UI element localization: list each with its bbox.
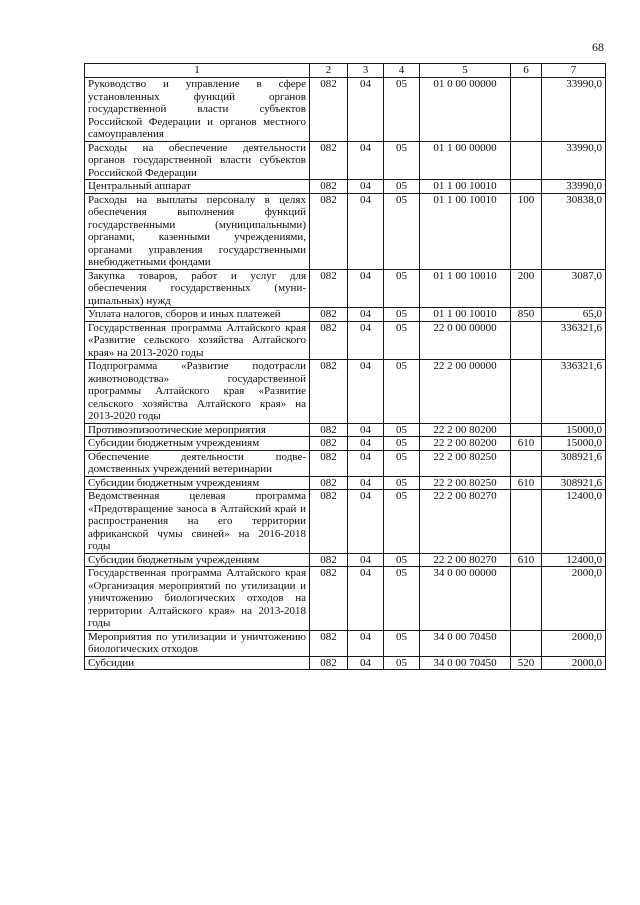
budget-table [84, 63, 606, 670]
section-code-cell: 04 [348, 437, 384, 451]
subsection-code-cell: 05 [384, 78, 420, 142]
section-code-cell: 04 [348, 321, 384, 360]
section-code-cell: 04 [348, 141, 384, 180]
header-cell: 7 [542, 64, 606, 78]
amount-cell: 15000,0 [542, 437, 606, 451]
item-name-cell: Подпрограмма «Развитие подотрасли животноводства» государственной программы Алтайского края «Развитие сельского хозяйства Алтайского края» на 2013-2020 годы [85, 360, 310, 424]
section-code-cell: 04 [348, 193, 384, 269]
header-cell: 3 [348, 64, 384, 78]
section-code-cell: 04 [348, 269, 384, 308]
ministry-code-cell: 082 [310, 553, 348, 567]
target-article-code-cell: 01 1 00 10010 [420, 308, 511, 322]
ministry-code-cell: 082 [310, 78, 348, 142]
subsection-code-cell: 05 [384, 567, 420, 631]
amount-cell: 3087,0 [542, 269, 606, 308]
table-row [85, 490, 606, 554]
expense-type-code-cell [511, 423, 542, 437]
ministry-code-cell: 082 [310, 630, 348, 656]
expense-type-code-cell: 520 [511, 656, 542, 670]
target-article-code-cell: 22 2 00 80270 [420, 490, 511, 554]
subsection-code-cell: 05 [384, 437, 420, 451]
target-article-code-cell: 34 0 00 70450 [420, 656, 511, 670]
ministry-code-cell: 082 [310, 476, 348, 490]
amount-cell: 15000,0 [542, 423, 606, 437]
table-row [85, 423, 606, 437]
ministry-code-cell: 082 [310, 308, 348, 322]
table-row [85, 450, 606, 476]
expense-type-code-cell: 850 [511, 308, 542, 322]
header-row [85, 64, 606, 78]
section-code-cell: 04 [348, 423, 384, 437]
ministry-code-cell: 082 [310, 269, 348, 308]
ministry-code-cell: 082 [310, 567, 348, 631]
amount-cell: 336321,6 [542, 321, 606, 360]
target-article-code-cell: 34 0 00 00000 [420, 567, 511, 631]
item-name-cell: Обеспечение деятельности подведомственных учреждений ветеринарии [85, 450, 310, 476]
item-name-cell: Руководство и управление в сфере установленных функций органов государственной власти субъектов Российской Федерации и органов местного самоуправления [85, 78, 310, 142]
section-code-cell: 04 [348, 360, 384, 424]
expense-type-code-cell [511, 490, 542, 554]
expense-type-code-cell [511, 450, 542, 476]
amount-cell: 33990,0 [542, 141, 606, 180]
expense-type-code-cell [511, 78, 542, 142]
amount-cell: 2000,0 [542, 567, 606, 631]
subsection-code-cell: 05 [384, 450, 420, 476]
section-code-cell: 04 [348, 567, 384, 631]
amount-cell: 65,0 [542, 308, 606, 322]
section-code-cell: 04 [348, 308, 384, 322]
table-row [85, 567, 606, 631]
table-row [85, 476, 606, 490]
subsection-code-cell: 05 [384, 656, 420, 670]
header-cell: 5 [420, 64, 511, 78]
item-name-cell: Субсидии [85, 656, 310, 670]
table-row [85, 180, 606, 194]
table-row [85, 308, 606, 322]
item-name-cell: Субсидии бюджетным учреждениям [85, 437, 310, 451]
section-code-cell: 04 [348, 490, 384, 554]
amount-cell: 308921,6 [542, 476, 606, 490]
section-code-cell: 04 [348, 450, 384, 476]
item-name-cell: Противоэпизоотические мероприятия [85, 423, 310, 437]
expense-type-code-cell [511, 567, 542, 631]
item-name-cell: Закупка товаров, работ и услуг для обеспечения государственных (муниципальных) нужд [85, 269, 310, 308]
subsection-code-cell: 05 [384, 490, 420, 554]
table-row [85, 269, 606, 308]
subsection-code-cell: 05 [384, 360, 420, 424]
item-name-cell: Субсидии бюджетным учреждениям [85, 553, 310, 567]
target-article-code-cell: 22 2 00 80250 [420, 450, 511, 476]
item-name-cell: Мероприятия по утилизации и уничтожению биологических отходов [85, 630, 310, 656]
expense-type-code-cell: 610 [511, 437, 542, 451]
ministry-code-cell: 082 [310, 423, 348, 437]
table-row [85, 193, 606, 269]
table-row [85, 437, 606, 451]
ministry-code-cell: 082 [310, 437, 348, 451]
table-row [85, 141, 606, 180]
expense-type-code-cell: 100 [511, 193, 542, 269]
expense-type-code-cell [511, 141, 542, 180]
amount-cell: 2000,0 [542, 656, 606, 670]
ministry-code-cell: 082 [310, 321, 348, 360]
subsection-code-cell: 05 [384, 193, 420, 269]
target-article-code-cell: 22 2 00 80270 [420, 553, 511, 567]
target-article-code-cell: 01 1 00 10010 [420, 193, 511, 269]
table-row [85, 630, 606, 656]
target-article-code-cell: 22 2 00 80200 [420, 423, 511, 437]
target-article-code-cell: 22 2 00 80200 [420, 437, 511, 451]
item-name-cell: Центральный аппарат [85, 180, 310, 194]
subsection-code-cell: 05 [384, 423, 420, 437]
target-article-code-cell: 22 2 00 00000 [420, 360, 511, 424]
amount-cell: 308921,6 [542, 450, 606, 476]
header-cell: 2 [310, 64, 348, 78]
amount-cell: 12400,0 [542, 553, 606, 567]
ministry-code-cell: 082 [310, 141, 348, 180]
expense-type-code-cell: 610 [511, 476, 542, 490]
item-name-cell: Расходы на обеспечение деятельности органов государственной власти субъектов Российской Федерации [85, 141, 310, 180]
amount-cell: 33990,0 [542, 180, 606, 194]
subsection-code-cell: 05 [384, 553, 420, 567]
subsection-code-cell: 05 [384, 180, 420, 194]
expense-type-code-cell: 200 [511, 269, 542, 308]
table-row [85, 78, 606, 142]
item-name-cell: Государственная программа Алтайского края «Организация мероприятий по утилизации и уничтожению биологических отходов на территории Алтайского края» на 2013-2018 годы [85, 567, 310, 631]
expense-type-code-cell [511, 360, 542, 424]
target-article-code-cell: 01 1 00 00000 [420, 141, 511, 180]
expense-type-code-cell [511, 321, 542, 360]
ministry-code-cell: 082 [310, 180, 348, 194]
ministry-code-cell: 082 [310, 450, 348, 476]
section-code-cell: 04 [348, 78, 384, 142]
target-article-code-cell: 22 0 00 00000 [420, 321, 511, 360]
expense-type-code-cell [511, 630, 542, 656]
amount-cell: 12400,0 [542, 490, 606, 554]
item-name-cell: Субсидии бюджетным учреждениям [85, 476, 310, 490]
target-article-code-cell: 01 1 00 10010 [420, 269, 511, 308]
table-row [85, 553, 606, 567]
target-article-code-cell: 22 2 00 80250 [420, 476, 511, 490]
target-article-code-cell: 34 0 00 70450 [420, 630, 511, 656]
amount-cell: 33990,0 [542, 78, 606, 142]
item-name-cell: Уплата налогов, сборов и иных платежей [85, 308, 310, 322]
subsection-code-cell: 05 [384, 308, 420, 322]
item-name-cell: Расходы на выплаты персоналу в целях обеспечения выполнения функций государственными (муниципальными) органами, казенными учреждениями, органами управления государственными внебюджетными фондами [85, 193, 310, 269]
section-code-cell: 04 [348, 553, 384, 567]
amount-cell: 2000,0 [542, 630, 606, 656]
table-row [85, 360, 606, 424]
expense-type-code-cell: 610 [511, 553, 542, 567]
ministry-code-cell: 082 [310, 656, 348, 670]
item-name-cell: Государственная программа Алтайского края «Развитие сельского хозяйства Алтайского края» на 2013-2020 годы [85, 321, 310, 360]
item-name-cell: Ведомственная целевая программа «Предотвращение заноса в Алтайский край и распространения на его территории африканской чумы свиней» на 2016-2018 годы [85, 490, 310, 554]
amount-cell: 336321,6 [542, 360, 606, 424]
target-article-code-cell: 01 0 00 00000 [420, 78, 511, 142]
header-cell: 6 [511, 64, 542, 78]
table-row [85, 656, 606, 670]
section-code-cell: 04 [348, 180, 384, 194]
header-cell: 1 [85, 64, 310, 78]
subsection-code-cell: 05 [384, 269, 420, 308]
subsection-code-cell: 05 [384, 321, 420, 360]
section-code-cell: 04 [348, 656, 384, 670]
section-code-cell: 04 [348, 630, 384, 656]
expense-type-code-cell [511, 180, 542, 194]
ministry-code-cell: 082 [310, 360, 348, 424]
amount-cell: 30838,0 [542, 193, 606, 269]
section-code-cell: 04 [348, 476, 384, 490]
subsection-code-cell: 05 [384, 141, 420, 180]
page-number: 68 [592, 40, 604, 54]
ministry-code-cell: 082 [310, 193, 348, 269]
table-row [85, 321, 606, 360]
header-cell: 4 [384, 64, 420, 78]
target-article-code-cell: 01 1 00 10010 [420, 180, 511, 194]
subsection-code-cell: 05 [384, 476, 420, 490]
ministry-code-cell: 082 [310, 490, 348, 554]
subsection-code-cell: 05 [384, 630, 420, 656]
